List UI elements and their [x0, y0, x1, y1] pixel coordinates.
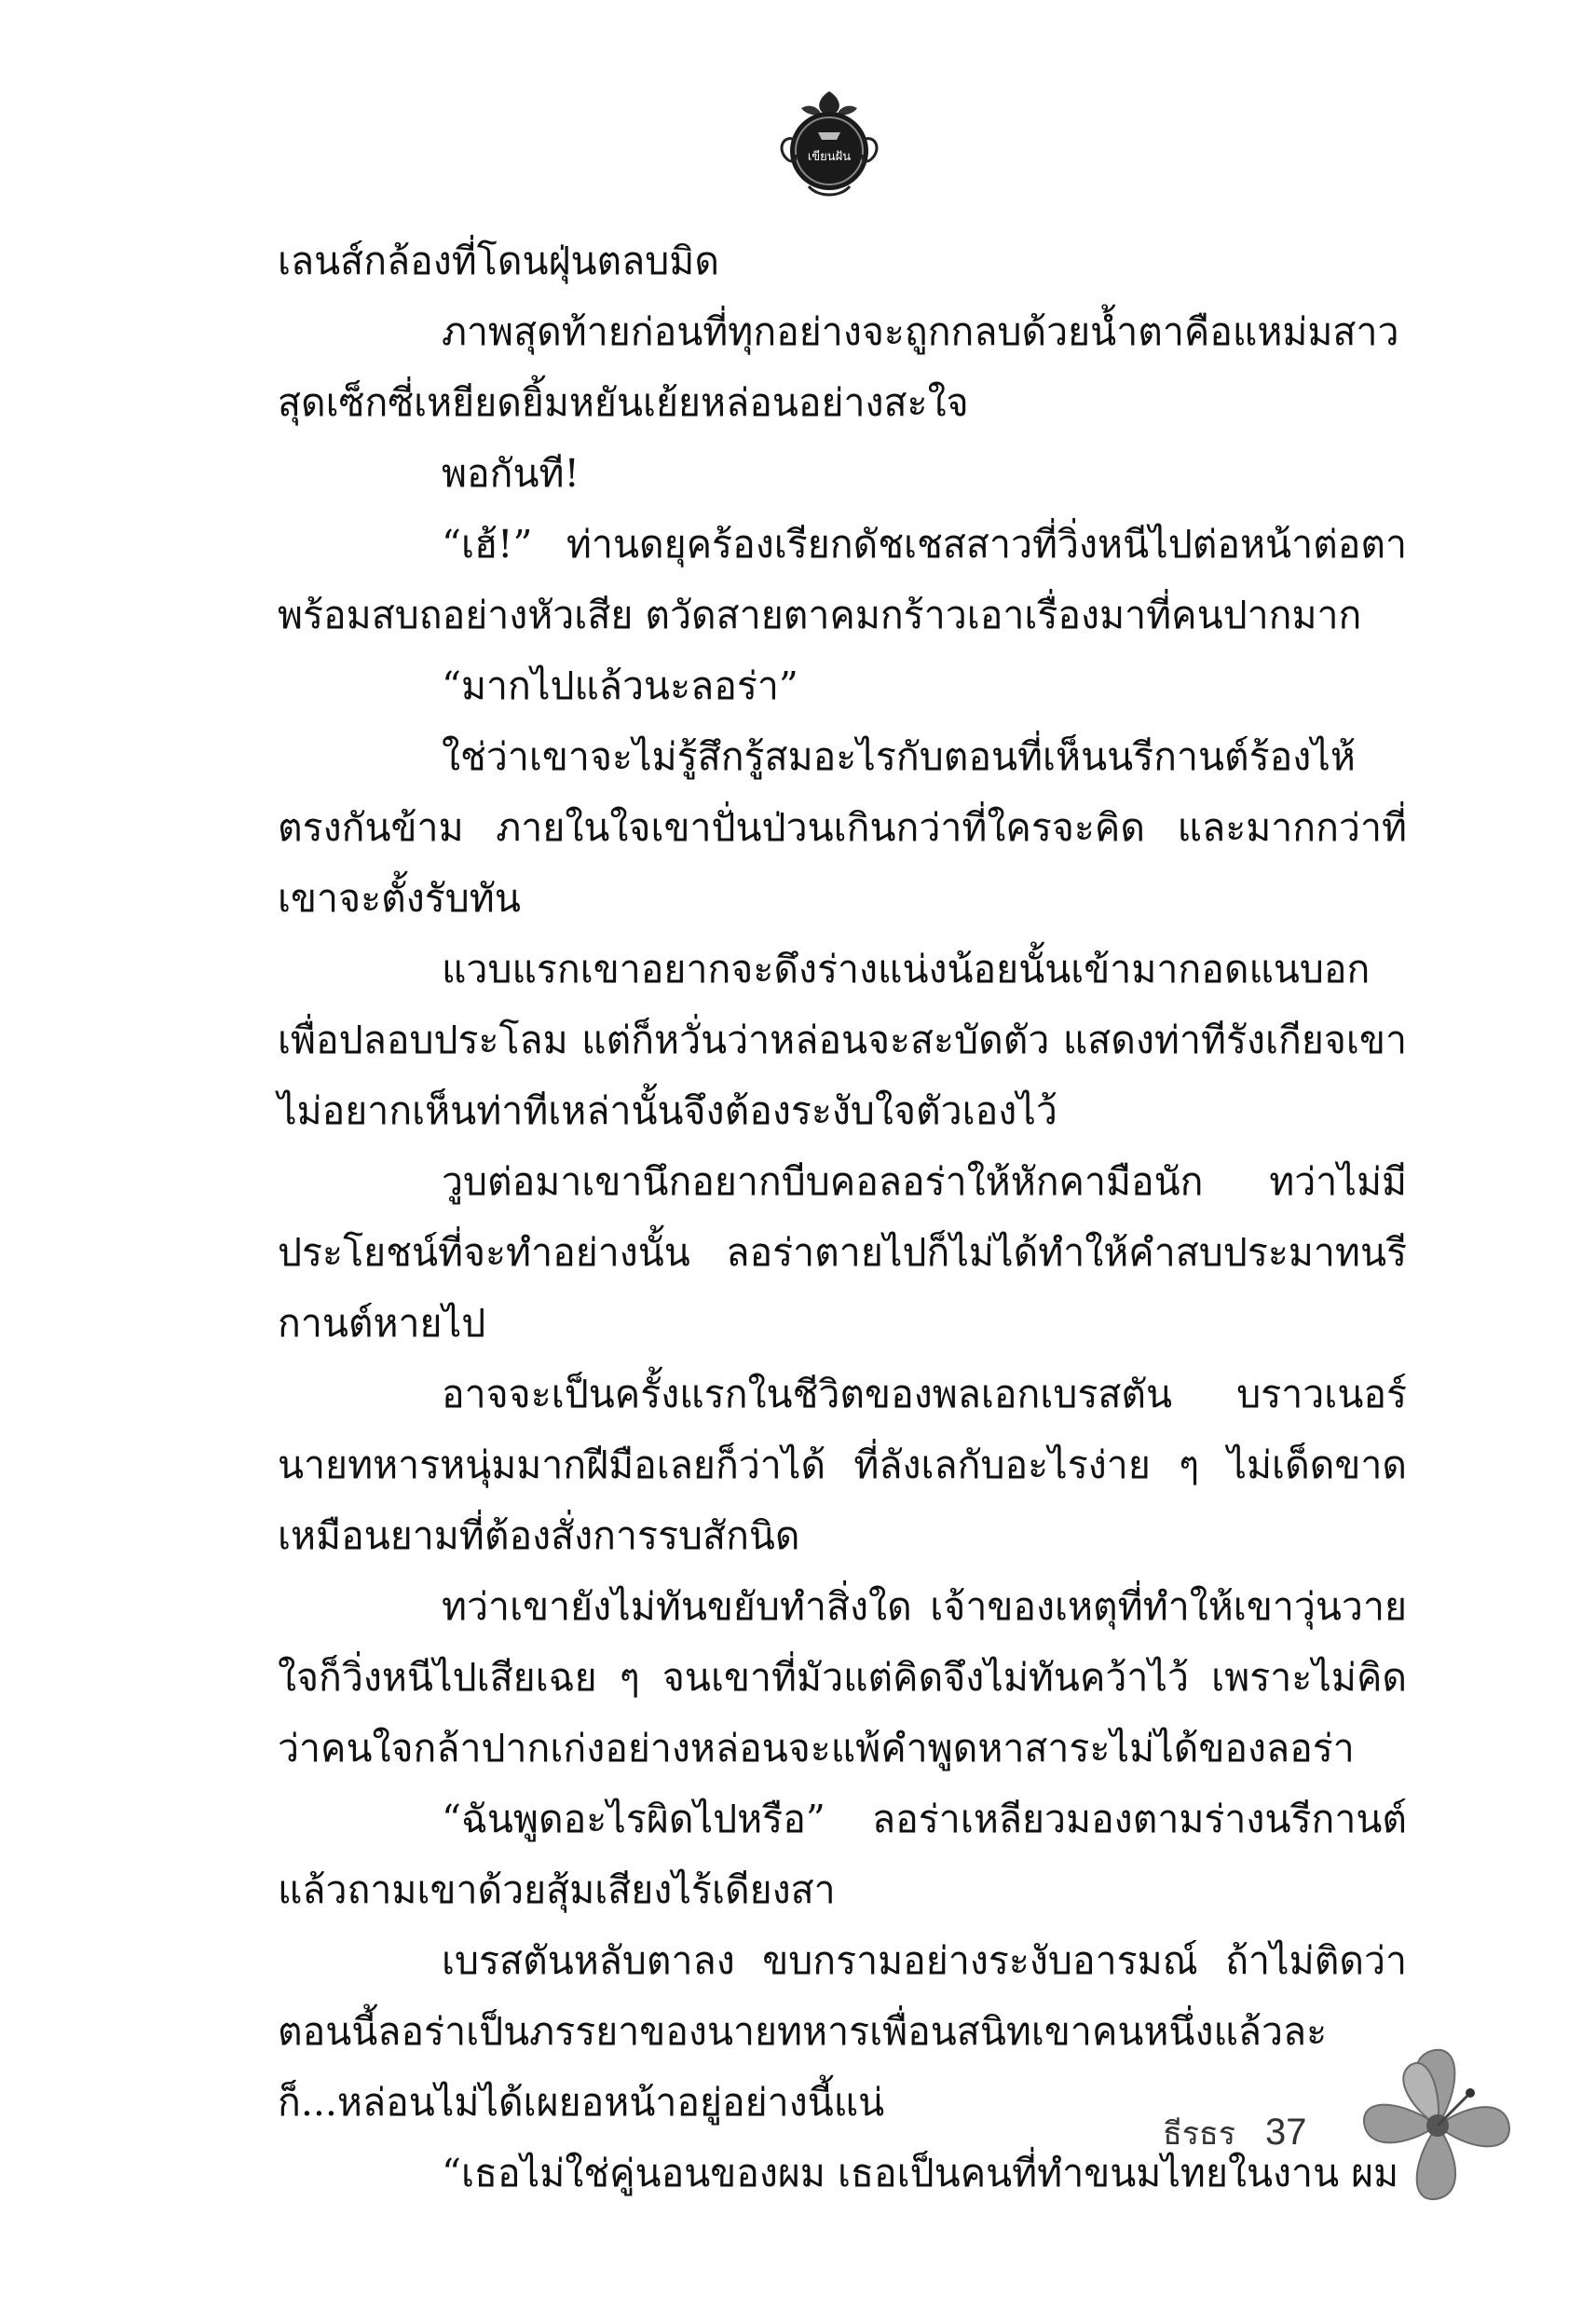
paragraph: “เฮ้!” ท่านดยุคร้องเรียกดัชเชสสาวที่วิ่งหนีไปต่อหน้าต่อตาพร้อมสบถอย่างหัวเสีย ตวัดสายตาคมกร้าวเอาเรื่องมาที่คนปากมาก: [278, 522, 1407, 637]
paragraph: พอกันที!: [442, 451, 580, 496]
hibiscus-flower-icon: [1349, 2037, 1526, 2214]
publisher-logo-text: เขียนฝัน: [807, 150, 852, 164]
paragraph: เลนส์กล้องที่โดนฝุ่นตลบมิด: [278, 239, 719, 283]
footer-author-name: ธีรธร: [1163, 2115, 1236, 2153]
paragraph: ใช่ว่าเขาจะไม่รู้สึกรู้สมอะไรกับตอนที่เห็นนรีกานต์ร้องไห้ตรงกันข้าม ภายในใจเขาปั่นป่วนเกินกว่าที่ใครจะคิด และมากกว่าที่เขาจะตั้งรับทัน: [278, 734, 1407, 921]
paragraph: “มากไปแล้วนะลอร่า”: [442, 663, 798, 708]
publisher-logo-icon: [764, 84, 894, 205]
paragraph: เบรสตันหลับตาลง ขบกรามอย่างระงับอารมณ์ ถ้าไม่ติดว่าตอนนี้ลอร่าเป็นภรรยาของนายทหารเพื่อนสนิทเขาคนหนึ่งแล้วละก็...หล่อนไม่ได้เผยอหน้าอยู่อย่างนี้แน่: [278, 1938, 1407, 2125]
paragraph: อาจจะเป็นครั้งแรกในชีวิตของพลเอกเบรสตัน บราวเนอร์นายทหารหนุ่มมากฝีมือเลยก็ว่าได้ ที่ลังเลกับอะไรง่าย ๆ ไม่เด็ดขาดเหมือนยามที่ต้องสั่งการรบสักนิด: [278, 1372, 1407, 1558]
page-number: 37: [1265, 2112, 1307, 2153]
paragraph: ทว่าเขายังไม่ทันขยับทำสิ่งใด เจ้าของเหตุที่ทำให้เขาวุ่นวายใจก็วิ่งหนีไปเสียเฉย ๆ จนเขาที่มัวแต่คิดจึงไม่ทันคว้าไว้ เพราะไม่คิดว่าคนใจกล้าปากเก่งอย่างหล่อนจะแพ้คำพูดหาสาระไม่ได้ของลอร่า: [278, 1584, 1407, 1771]
body-text: [278, 226, 1407, 2208]
paragraph: ภาพสุดท้ายก่อนที่ทุกอย่างจะถูกกลบด้วยน้ำตาคือแหม่มสาวสุดเซ็กซี่เหยียดยิ้มหยันเย้ยหล่อนอย่างสะใจ: [278, 309, 1399, 425]
paragraph: วูบต่อมาเขานึกอยากบีบคอลอร่าให้หักคามือนัก ทว่าไม่มีประโยชน์ที่จะทำอย่างนั้น ลอร่าตายไปก็ไม่ได้ทำให้คำสบประมาทนรีกานต์หายไป: [278, 1159, 1407, 1346]
paragraph: “เธอไม่ใช่คู่นอนของผม เธอเป็นคนที่ทำขนมไทยในงาน ผม: [442, 2151, 1399, 2195]
paragraph: “ฉันพูดอะไรผิดไปหรือ” ลอร่าเหลียวมองตามร่างนรีกานต์แล้วถามเขาด้วยสุ้มเสียงไร้เดียงสา: [278, 1797, 1407, 1912]
paragraph: แวบแรกเขาอยากจะดึงร่างแน่งน้อยนั้นเข้ามากอดแนบอกเพื่อปลอบประโลม แต่ก็หวั่นว่าหล่อนจะสะบัดตัว แสดงท่าทีรังเกียจเขาไม่อยากเห็นท่าทีเหล่านั้นจึงต้องระงับใจตัวเองไว้: [278, 947, 1407, 1133]
